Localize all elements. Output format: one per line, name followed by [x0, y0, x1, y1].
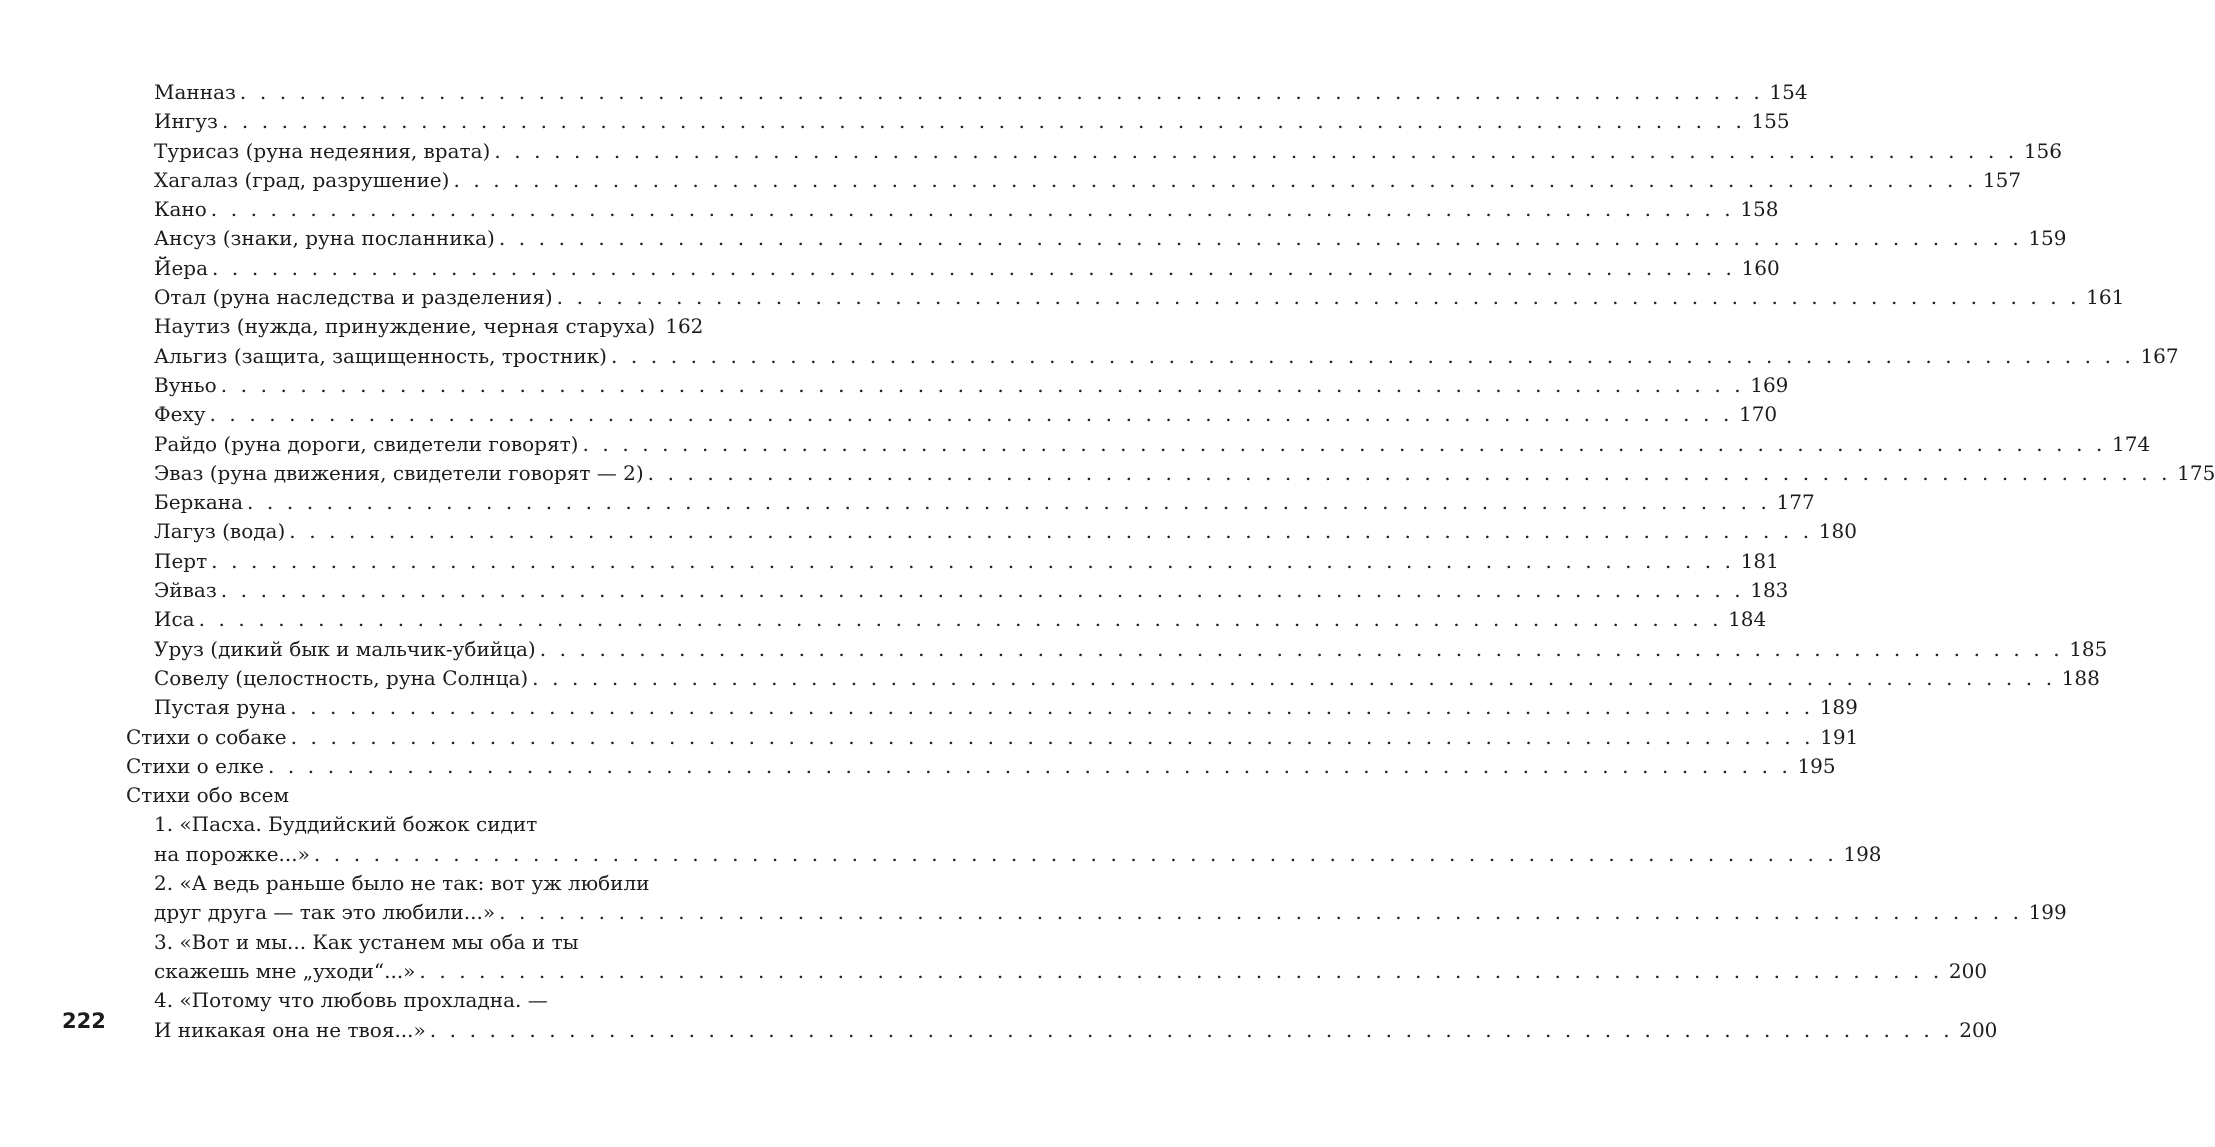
toc-leader-dots: . . . . . . . . . . . . . . . . . . . . . . . . . . . . . . . . . . . . . . . . . . . . . . . . . . . . . . . . . . . . . . . . . . . . . . . . . . . . .	[498, 226, 2023, 251]
toc-entry	[0, 752, 1836, 781]
toc-entry-title: Стихи о собаке	[126, 724, 287, 749]
toc-entry-title: Кано	[154, 197, 207, 222]
toc-leader-dots: . . . . . . . . . . . . . . . . . . . . . . . . . . . . . . . . . . . . . . . . . . . . . . . . . . . . . . . . . . . . . . . . . . . . . . . . . . . . .	[610, 343, 2135, 368]
toc-entry-page: 159	[2028, 226, 2067, 251]
toc-entry-title: на порожке...»	[154, 841, 310, 866]
toc-entry-title: Эваз (руна движения, свидетели говорят — 2)	[154, 460, 644, 485]
toc-entry	[0, 224, 2067, 253]
toc-entry-page: 170	[1738, 402, 1778, 427]
toc-entry	[0, 693, 1858, 722]
toc-entry-page: 198	[1843, 841, 1882, 866]
toc-entry-page: 189	[1819, 695, 1858, 720]
toc-entry-title: 1. «Пасха. Буддийский божок сидит	[154, 812, 538, 837]
toc-entry-title: 3. «Вот и мы... Как устанем мы оба и ты	[154, 929, 579, 954]
toc-entry	[0, 1016, 1998, 1045]
toc-entry-page: 167	[2140, 343, 2179, 368]
toc-leader-dots: . . . . . . . . . . . . . . . . . . . . . . . . . . . . . . . . . . . . . . . . . . . . . . . . . . . . . . . . . . . . . . . . . . . . . . . . . . . . .	[556, 285, 2081, 310]
toc-entry	[0, 635, 2108, 664]
toc-leader-dots: . . . . . . . . . . . . . . . . . . . . . . . . . . . . . . . . . . . . . . . . . . . . . . . . . . . . . . . . . . . . . . . . . . . . . . . . . . . . .	[290, 695, 1814, 720]
toc-entry-page: 183	[1750, 578, 1789, 603]
page-number: 222	[62, 1009, 106, 1033]
toc-entry-page: 175	[2177, 460, 2215, 485]
toc-entry-title: Альгиз (защита, защищенность, тростник)	[154, 343, 607, 368]
toc-leader-dots: . . . . . . . . . . . . . . . . . . . . . . . . . . . . . . . . . . . . . . . . . . . . . . . . . . . . . . . . . . . . . . . . . . . . . . . . . . . . .	[647, 460, 2172, 485]
toc-leader-dots: . . . . . . . . . . . . . . . . . . . . . . . . . . . . . . . . . . . . . . . . . . . . . . . . . . . . . . . . . . . . . . . . . . . . . . . . . . . . .	[221, 109, 1746, 134]
toc-leader-dots: . . . . . . . . . . . . . . . . . . . . . . . . . . . . . . . . . . . . . . . . . . . . . . . . . . . . . . . . . . . . . . . . . . . . . . . . . . . . .	[247, 490, 1771, 515]
toc-entry-title: Уруз (дикий бык и мальчик-убийца)	[154, 636, 536, 661]
toc-entry-page: 157	[1982, 167, 2022, 192]
toc-entry	[0, 166, 2022, 195]
toc-entry-title: Вуньо	[154, 372, 217, 397]
toc-entry	[0, 547, 1779, 576]
table-of-contents	[0, 78, 2215, 1045]
toc-entry-title: Феху	[154, 402, 206, 427]
toc-leader-dots: . . . . . . . . . . . . . . . . . . . . . . . . . . . . . . . . . . . . . . . . . . . . . . . . . . . . . . . . . . . . . . . . . . . . . . . . . . . . .	[429, 1017, 1954, 1042]
toc-entry-title: Эйваз	[154, 578, 217, 603]
toc-entry-page: 154	[1769, 80, 1808, 104]
toc-entry-page: 199	[2028, 900, 2067, 925]
toc-entry-title: Совелу (целостность, руна Солнца)	[154, 665, 529, 690]
toc-entry-title: Хагалаз (град, разрушение)	[154, 167, 450, 192]
toc-entry-title: Стихи обо всем	[126, 783, 289, 808]
toc-entry-page: 181	[1740, 548, 1779, 573]
toc-entry-title: скажешь мне „уходи“...»	[154, 958, 416, 983]
toc-entry	[0, 957, 1988, 986]
toc-entry-page: 180	[1818, 519, 1857, 544]
toc-section-heading	[0, 781, 800, 810]
toc-entry-title: И никакая она не твоя...»	[154, 1017, 426, 1042]
toc-entry-title: Манназ	[154, 80, 236, 104]
toc-entry-page: 169	[1750, 372, 1789, 397]
toc-leader-dots: . . . . . . . . . . . . . . . . . . . . . . . . . . . . . . . . . . . . . . . . . . . . . . . . . . . . . . . . . . . . . . . . . . . . . . . . . . . . .	[289, 519, 1813, 544]
toc-entry-page: 185	[2069, 636, 2108, 661]
toc-leader-dots: . . . . . . . . . . . . . . . . . . . . . . . . . . . . . . . . . . . . . . . . . . . . . . . . . . . . . . . . . . . . . . . . . . . . . . . . . . . . .	[211, 548, 1735, 573]
toc-leader-dots: . . . . . . . . . . . . . . . . . . . . . . . . . . . . . . . . . . . . . . . . . . . . . . . . . . . . . . . . . . . . . . . . . . . . . . . . . . . . .	[539, 636, 2064, 661]
toc-entry	[0, 283, 2125, 312]
toc-entry-page: 177	[1776, 490, 1815, 515]
toc-entry-page: 160	[1741, 255, 1780, 280]
toc-entry-title: Йера	[154, 255, 209, 280]
toc-leader-dots: . . . . . . . . . . . . . . . . . . . . . . . . . . . . . . . . . . . . . . . . . . . . . . . . . . . . . . . . . . . . . . . . . . . . . . . . . . . . .	[220, 578, 1745, 603]
toc-entry-line	[0, 810, 800, 839]
toc-leader-dots: . . . . . . . . . . . . . . . . . . . . . . . . . . . . . . . . . . . . . . . . . . . . . . . . . . . . . . . . . . . . . . . . . . . . . . . . . . . . .	[210, 197, 1735, 222]
toc-entry-title: Ансуз (знаки, руна посланника)	[154, 226, 495, 251]
toc-entry	[0, 840, 1882, 869]
toc-entry-page: 155	[1751, 109, 1790, 134]
toc-entry	[0, 195, 1779, 224]
toc-entry-title: друг друга — так это любили...»	[154, 900, 496, 925]
toc-leader-dots: . . . . . . . . . . . . . . . . . . . . . . . . . . . . . . . . . . . . . . . . . . . . . . . . . . . . . . . . . . . . . . . . . . . . . . . . . . . . .	[313, 841, 1838, 866]
toc-entry-page: 184	[1728, 607, 1767, 632]
toc-entry	[0, 898, 2067, 927]
toc-entry	[0, 576, 1789, 605]
toc-entry-page: 188	[2061, 665, 2100, 690]
toc-entry-title: Перт	[154, 548, 208, 573]
toc-leader-dots: . . . . . . . . . . . . . . . . . . . . . . . . . . . . . . . . . . . . . . . . . . . . . . . . . . . . . . . . . . . . . . . . . . . . . . . . . . . . .	[198, 607, 1723, 632]
toc-entry-title: Иса	[154, 607, 195, 632]
toc-entry-page: 191	[1820, 724, 1859, 749]
toc-entry-title: 4. «Потому что любовь прохладна. —	[154, 988, 548, 1013]
toc-entry-line	[0, 928, 800, 957]
toc-leader-dots: . . . . . . . . . . . . . . . . . . . . . . . . . . . . . . . . . . . . . . . . . . . . . . . . . . . . . . . . . . . . . . . . . . . . . . . . . . . . .	[267, 753, 1792, 778]
toc-entry	[0, 254, 1780, 283]
toc-entry-title: Отал (руна наследства и разделения)	[154, 285, 553, 310]
toc-entry	[0, 400, 1778, 429]
toc-entry-title: 2. «А ведь раньше было не так: вот уж любили	[154, 871, 650, 896]
toc-entry	[0, 664, 2100, 693]
toc-entry-page: 162	[665, 314, 704, 339]
toc-entry	[0, 459, 2215, 488]
toc-entry	[0, 488, 1815, 517]
toc-entry-page: 156	[2023, 138, 2062, 163]
toc-entry	[0, 312, 800, 341]
toc-entry	[0, 342, 2179, 371]
toc-entry	[0, 137, 2062, 166]
toc-entry-page: 200	[1959, 1017, 1998, 1042]
toc-entry	[0, 78, 1808, 107]
toc-leader-dots: . . . . . . . . . . . . . . . . . . . . . . . . . . . . . . . . . . . . . . . . . . . . . . . . . . . . . . . . . . . . . . . . . . . . . . . . . . . . .	[582, 431, 2106, 456]
toc-entry-title: Стихи о елке	[126, 753, 264, 778]
toc-entry-title: Турисаз (руна недеяния, врата)	[154, 138, 491, 163]
toc-leader-dots: . . . . . . . . . . . . . . . . . . . . . . . . . . . . . . . . . . . . . . . . . . . . . . . . . . . . . . . . . . . . . . . . . . . . . . . . . . . . .	[209, 402, 1733, 427]
toc-entry-page: 200	[1948, 958, 1988, 983]
toc-leader-dots: . . . . . . . . . . . . . . . . . . . . . . . . . . . . . . . . . . . . . . . . . . . . . . . . . . . . . . . . . . . . . . . . . . . . . . . . . . . . .	[419, 958, 1943, 983]
toc-leader-dots: . . . . . . . . . . . . . . . . . . . . . . . . . . . . . . . . . . . . . . . . . . . . . . . . . . . . . . . . . . . . . . . . . . . . . . . . . . . . .	[532, 665, 2056, 690]
toc-entry-page: 158	[1740, 197, 1779, 222]
toc-entry-line	[0, 869, 800, 898]
toc-entry-page: 195	[1797, 753, 1836, 778]
toc-entry-title: Беркана	[154, 490, 244, 515]
toc-entry	[0, 723, 1859, 752]
toc-entry-page: 161	[2086, 285, 2125, 310]
toc-entry	[0, 430, 2151, 459]
toc-leader-dots: . . . . . . . . . . . . . . . . . . . . . . . . . . . . . . . . . . . . . . . . . . . . . . . . . . . . . . . . . . . . . . . . . . . . . . . . . . . . .	[494, 138, 2018, 163]
toc-entry-line	[0, 986, 800, 1015]
toc-entry-title: Лагуз (вода)	[154, 519, 286, 544]
toc-leader-dots: . . . . . . . . . . . . . . . . . . . . . . . . . . . . . . . . . . . . . . . . . . . . . . . . . . . . . . . . . . . . . . . . . . . . . . . . . . . . .	[290, 724, 1815, 749]
toc-leader-dots: . . . . . . . . . . . . . . . . . . . . . . . . . . . . . . . . . . . . . . . . . . . . . . . . . . . . . . . . . . . . . . . . . . . . . . . . . . . . .	[453, 167, 1977, 192]
toc-leader-dots: . . . . . . . . . . . . . . . . . . . . . . . . . . . . . . . . . . . . . . . . . . . . . . . . . . . . . . . . . . . . . . . . . . . . . . . . . . . . .	[499, 900, 2023, 925]
toc-entry	[0, 107, 1790, 136]
toc-leader-dots: . . . . . . . . . . . . . . . . . . . . . . . . . . . . . . . . . . . . . . . . . . . . . . . . . . . . . . . . . . . . . . . . . . . . . . . . . . . . .	[212, 255, 1736, 280]
toc-entry-title: Ингуз	[154, 109, 218, 134]
toc-entry	[0, 371, 1789, 400]
toc-entry-title: Пустая руна	[154, 695, 287, 720]
toc-entry	[0, 517, 1857, 546]
toc-entry-title: Райдо (руна дороги, свидетели говорят)	[154, 431, 579, 456]
toc-leader-dots: . . . . . . . . . . . . . . . . . . . . . . . . . . . . . . . . . . . . . . . . . . . . . . . . . . . . . . . . . . . . . . . . . . . . . . . . . . . . .	[239, 80, 1764, 104]
toc-entry-page: 174	[2111, 431, 2151, 456]
toc-leader-dots: . . . . . . . . . . . . . . . . . . . . . . . . . . . . . . . . . . . . . . . . . . . . . . . . . . . . . . . . . . . . . . . . . . . . . . . . . . . . .	[220, 372, 1745, 397]
toc-entry-title: Наутиз (нужда, принуждение, черная старуха)	[154, 314, 656, 339]
toc-entry	[0, 605, 1767, 634]
